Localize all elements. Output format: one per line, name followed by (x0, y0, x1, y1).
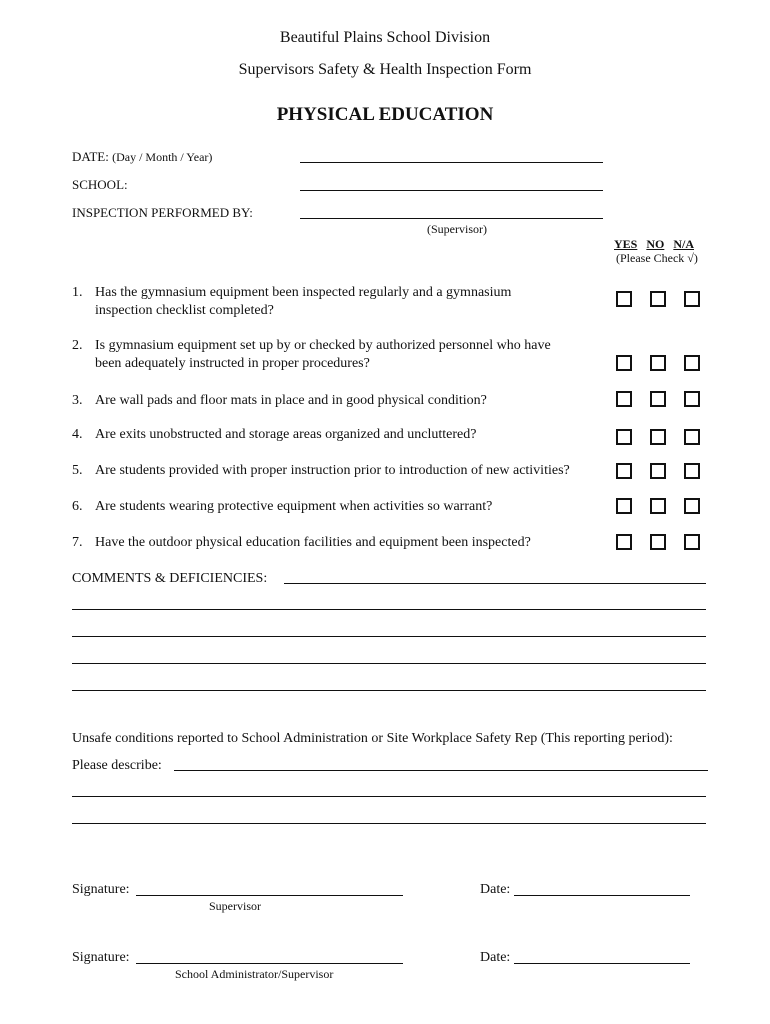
q4-yes-checkbox[interactable] (616, 429, 632, 445)
question-text-cont: been adequately instructed in proper procedures? (95, 356, 370, 371)
question-4 (72, 426, 477, 444)
comments-line[interactable] (72, 663, 706, 664)
comments-line[interactable] (72, 609, 706, 610)
question-text: Are exits unobstructed and storage areas organized and uncluttered? (95, 427, 477, 442)
question-text: Are wall pads and floor mats in place and in good physical condition? (95, 393, 487, 408)
supervisor-date-field[interactable] (514, 895, 690, 896)
q4-na-checkbox[interactable] (684, 429, 700, 445)
date-label-text: DATE: (72, 149, 109, 164)
question-number: 1. (72, 285, 83, 300)
q2-no-checkbox[interactable] (650, 355, 666, 371)
section-title: PHYSICAL EDUCATION (276, 104, 494, 125)
administrator-date-field[interactable] (514, 963, 690, 964)
question-text: Is gymnasium equipment set up by or checked by authorized personnel who have (95, 338, 551, 353)
question-number: 6. (72, 499, 83, 514)
na-header: N/A (673, 237, 695, 251)
check-instruction: (Please Check √) (616, 251, 698, 265)
question-6 (72, 498, 493, 516)
inspector-label: INSPECTION PERFORMED BY: (72, 205, 253, 220)
q1-yes-checkbox[interactable] (616, 291, 632, 307)
school-field[interactable] (300, 190, 603, 191)
q2-yes-checkbox[interactable] (616, 355, 632, 371)
q4-no-checkbox[interactable] (650, 429, 666, 445)
comments-line[interactable] (72, 636, 706, 637)
question-7 (72, 534, 531, 552)
q7-no-checkbox[interactable] (650, 534, 666, 550)
yes-column-header (614, 237, 694, 252)
question-text: Has the gymnasium equipment been inspected regularly and a gymnasium (95, 285, 512, 300)
date-hint: (Day / Month / Year) (112, 150, 213, 164)
administrator-signature-field[interactable] (136, 963, 403, 964)
question-number: 4. (72, 427, 83, 442)
q6-yes-checkbox[interactable] (616, 498, 632, 514)
q6-na-checkbox[interactable] (684, 498, 700, 514)
supervisor-signature-field[interactable] (136, 895, 403, 896)
q2-na-checkbox[interactable] (684, 355, 700, 371)
date-label: Date: (480, 950, 511, 965)
question-number: 5. (72, 463, 83, 478)
q6-no-checkbox[interactable] (650, 498, 666, 514)
inspector-field[interactable] (300, 218, 603, 219)
comments-label: COMMENTS & DEFICIENCIES: (72, 571, 268, 586)
signature-role: Supervisor (209, 899, 261, 913)
q3-yes-checkbox[interactable] (616, 391, 632, 407)
question-number: 2. (72, 338, 83, 353)
question-text: Have the outdoor physical education facilities and equipment been inspected? (95, 535, 531, 550)
describe-line[interactable] (72, 823, 706, 824)
question-2 (72, 337, 551, 371)
q7-na-checkbox[interactable] (684, 534, 700, 550)
q7-yes-checkbox[interactable] (616, 534, 632, 550)
date-label (72, 149, 212, 165)
comments-line[interactable] (284, 583, 706, 584)
question-5 (72, 462, 570, 480)
q3-na-checkbox[interactable] (684, 391, 700, 407)
describe-label: Please describe: (72, 758, 162, 773)
organization-name: Beautiful Plains School Division (279, 29, 491, 46)
school-label: SCHOOL: (72, 177, 128, 192)
signature-label: Signature: (72, 882, 130, 897)
q5-no-checkbox[interactable] (650, 463, 666, 479)
question-text: Are students wearing protective equipment when activities so warrant? (95, 499, 493, 514)
q5-na-checkbox[interactable] (684, 463, 700, 479)
signature-label: Signature: (72, 950, 130, 965)
date-field[interactable] (300, 162, 603, 163)
describe-line[interactable] (72, 796, 706, 797)
inspector-hint: (Supervisor) (427, 222, 487, 236)
question-text-cont: inspection checklist completed? (95, 303, 274, 318)
q1-na-checkbox[interactable] (684, 291, 700, 307)
question-1 (72, 284, 512, 318)
form-title: Supervisors Safety & Health Inspection Form (238, 61, 532, 78)
unsafe-conditions-statement: Unsafe conditions reported to School Administration or Site Workplace Safety Rep (This reporting period): (72, 731, 673, 746)
describe-line[interactable] (174, 770, 708, 771)
yes-header: YES (614, 237, 638, 251)
question-text: Are students provided with proper instruction prior to introduction of new activities? (95, 463, 570, 478)
comments-line[interactable] (72, 690, 706, 691)
question-3 (72, 392, 487, 410)
date-label: Date: (480, 882, 511, 897)
q3-no-checkbox[interactable] (650, 391, 666, 407)
q5-yes-checkbox[interactable] (616, 463, 632, 479)
question-number: 3. (72, 393, 83, 408)
q1-no-checkbox[interactable] (650, 291, 666, 307)
signature-role: School Administrator/Supervisor (175, 967, 334, 981)
question-number: 7. (72, 535, 83, 550)
no-header: NO (646, 237, 665, 251)
